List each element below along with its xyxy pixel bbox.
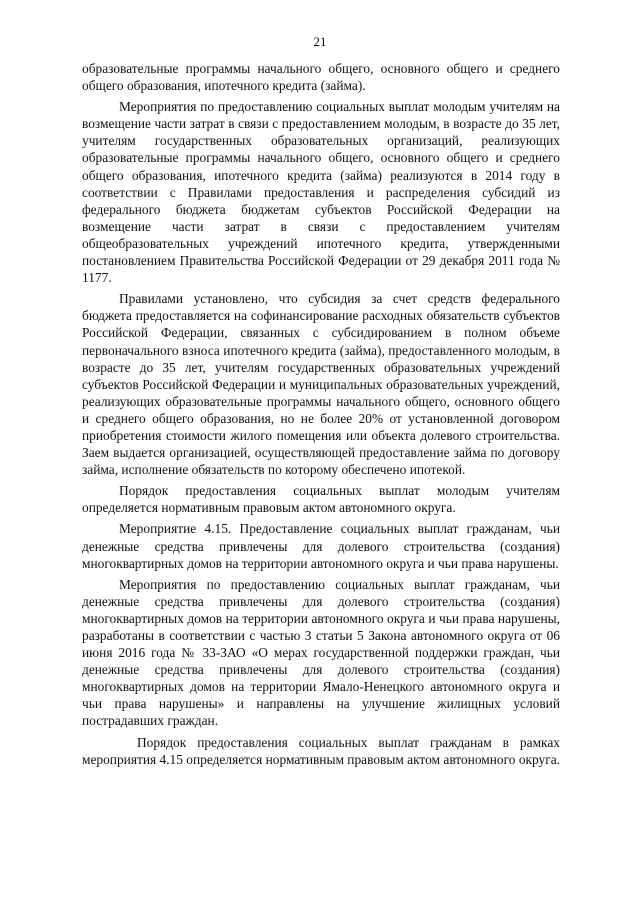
paragraph-citizens-measures: Мероприятия по предоставлению социальных выплат гражданам, чьи денежные средства привлечены для долевого строительства (создания) многоквартирных домов на территории автономного округа и чьи права нарушены, разработаны в соответствии с частью 3 статьи 5 Закона автономного округа от 06 июня 2016 года № 33-ЗАО «О мерах государственной поддержки граждан, чьи денежные средства привлечены для долевого строительства (создания) многоквартирных домов на территории Ямало-Ненецкого автономного округа и чьи права нарушены» и направлены на улучшение жилищных условий пострадавших граждан. — [82, 576, 560, 729]
paragraph-subsidy-rules: Правилами установлено, что субсидия за счет средств федерального бюджета предоставляется на софинансирование расходных обязательств субъектов Российской Федерации, связанных с субсидированием в полном объеме первоначального взноса ипотечного кредита (займа), предоставленного молодым, в возрасте до 35 лет, учителям государственных образовательных учреждений субъектов Российской Федерации и муниципальных образовательных учреждений, реализующих образовательные программы начального общего, основного общего и среднего общего образования, но не более 20% от установленной договором приобретения стоимости жилого помещения или объекта долевого строительства. Заем выдается организацией, осуществляющей предоставление займа по договору займа, исполнение обязательств по которому обеспечено ипотекой. — [82, 291, 560, 478]
paragraph-measure-4-15: Мероприятие 4.15. Предоставление социальных выплат гражданам, чьи денежные средства привлечены для долевого строительства (создания) многоквартирных домов на территории автономного округа и чьи права нарушены. — [82, 521, 560, 571]
document-body — [82, 60, 560, 772]
paragraph-teachers-procedure: Порядок предоставления социальных выплат молодым учителям определяется нормативным правовым актом автономного округа. — [82, 483, 560, 516]
page-number: 21 — [313, 34, 327, 49]
paragraph-citizens-procedure: Порядок предоставления социальных выплат гражданам в рамках мероприятия 4.15 определяется нормативным правовым актом автономного округа. — [82, 734, 561, 767]
paragraph-teachers-measures: Мероприятия по предоставлению социальных выплат молодым учителям на возмещение части затрат в связи с предоставлением молодым, в возрасте до 35 лет, учителям государственных образовательных организаций, реализующих образовательные программы начального общего, основного общего и среднего общего образования, ипотечного кредита (займа) реализуются в 2014 году в соответствии с Правилами предоставления и распределения субсидий из федерального бюджета бюджетам субъектов Российской Федерации на возмещение части затрат в связи с предоставлением учителям общеобразовательных учреждений ипотечного кредита, утвержденными постановлением Правительства Российской Федерации от 29 декабря 2011 года № 1177. — [82, 99, 560, 286]
paragraph-continuation: образовательные программы начального общего, основного общего и среднего общего образования, ипотечного кредита (займа). — [82, 61, 560, 94]
